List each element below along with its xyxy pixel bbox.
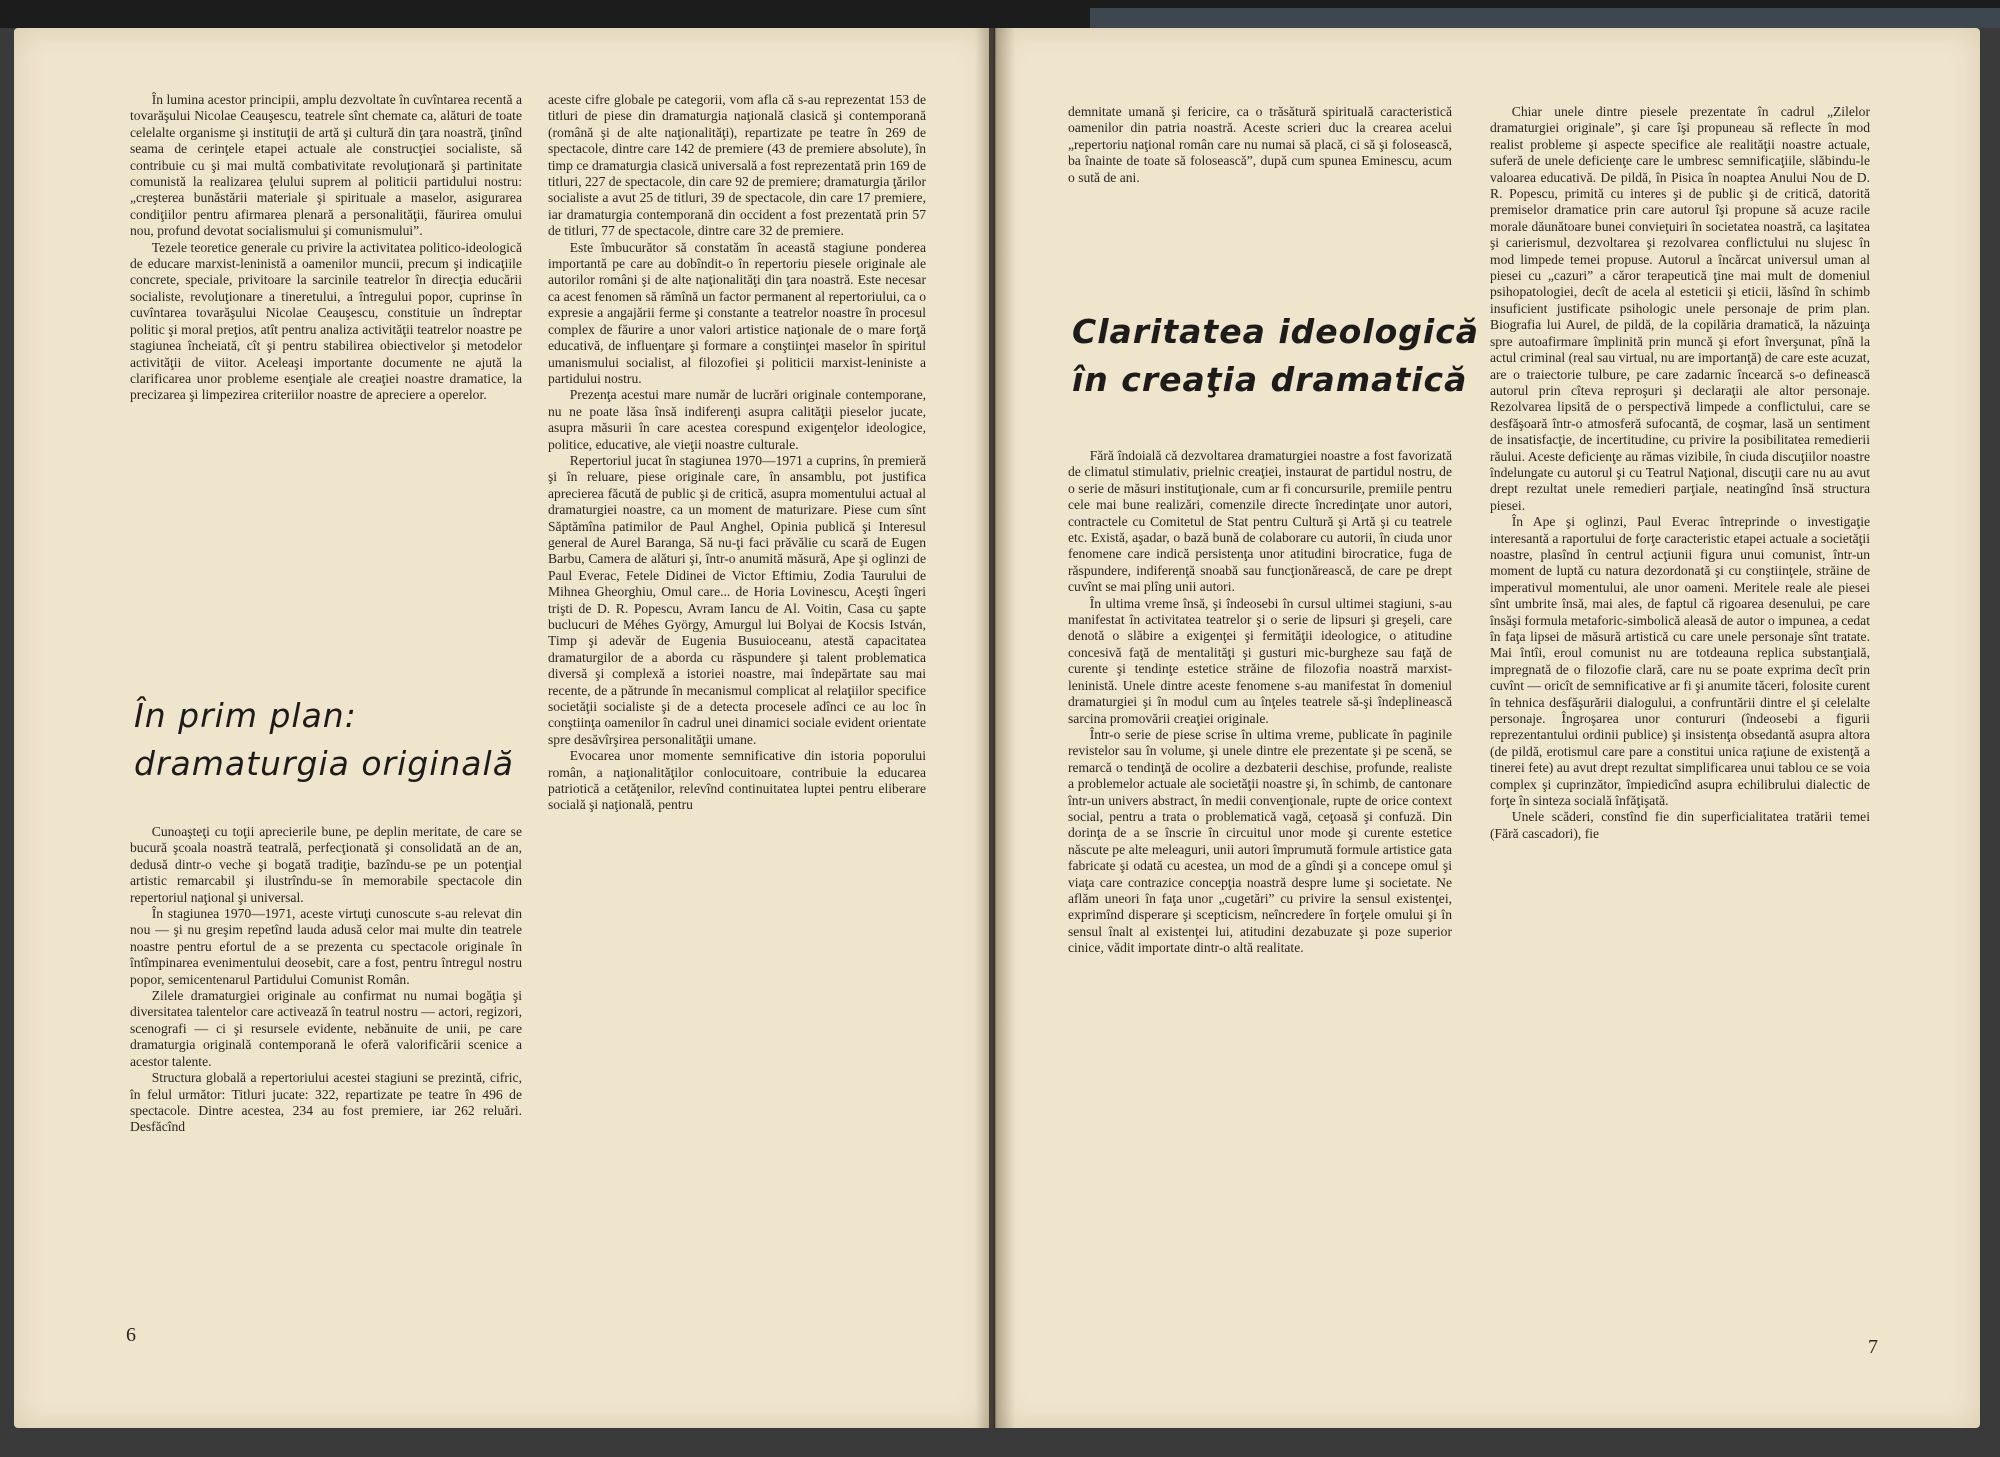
book-gutter: [975, 28, 1015, 1428]
paragraph: Fără îndoială că dezvoltarea dramaturgiei noastre a fost favorizată de climatul stimulativ, prielnic creaţiei, instaurat de partidul nostru, de o serie de măsuri instituţionale, cum ar fi concursurile, premiile pentru cele mai bune realizări, comenzile directe încredinţate unor autori, contractele cu Comitetul de Stat pentru Cultură şi Artă şi cu teatrele etc. Există, aşadar, o bază bună de colaborare cu autorii, în ciuda unor fenomene care indică persistenţa unor atitudini birocratice, fuga de răspundere, indiferenţă snoabă sau funcţionărească, de care pe drept cuvînt se mai plîng unii autori.: [1068, 448, 1452, 595]
paragraph: Zilele dramaturgiei originale au confirmat nu numai bogăţia şi diversitatea talentelor care activează în teatrul nostru — actori, regizori, scenografi — ci şi resursele evidente, nebănuite de unii, pe care dramaturgia originală contemporană le oferă valorificării scenice a acestor talente.: [130, 988, 522, 1069]
page-number-right: 7: [1868, 1336, 1878, 1358]
paragraph: aceste cifre globale pe categorii, vom afla că s-au reprezentat 153 de titluri de piese din dramaturgia naţională clasică şi contemporană (română şi de alte naţionalităţi), repartizate pe teatre în 269 de spectacole, dintre care 142 de premiere (43 de premiere absolute), în timp ce dramaturgia clasică universală a fost reprezentată prin 169 de titluri, 227 de spectacole, din care 92 de premiere; dramaturgia ţărilor socialiste a avut 25 de titluri, 39 de spectacole, din care 17 premiere, iar dramaturgia contemporană din occident a fost prezentată prin 57 de titluri, 77 de spectacole, dintre care 32 de premiere.: [548, 92, 926, 239]
left-column-2: [548, 92, 926, 814]
paragraph: În ultima vreme însă, şi îndeosebi în cursul ultimei stagiuni, s-au manifestat în activitatea teatrelor şi o serie de lipsuri şi greşeli, care denotă o slăbire a exigenţei şi fermităţii ideologice, o atitudine concesivă faţă de mentalităţi şi gusturi mic-burgheze sau faţă de curente şi tendinţe estetice străine de filozofia noastră marxist-leninistă. Unele dintre aceste fenomene s-au manifestat în domeniul dramaturgiei şi în modul cum au înţeles teatrele să-şi îndeplinească sarcina promovării creaţiei originale.: [1068, 595, 1452, 726]
paragraph: Tezele teoretice generale cu privire la activitatea politico-ideologică de educare marxist-leninistă a oamenilor muncii, precum şi indicaţiile concrete, speciale, privitoare la sarcinile teatrelor în direcţia educării socialiste, revoluţionare a tineretului, a întregului popor, cuprinse în cuvîntarea tovarăşului Nicolae Ceauşescu, constituie un îndreptar politic şi moral preţios, atît pentru analiza activităţii teatrelor noastre pe stagiunea încheiată, cît şi pentru stabilirea obiectivelor şi metodelor activităţii de viitor. Aceleaşi importante documente ne ajută la clarificarea unor probleme esenţiale ale creaţiei noastre dramatice, la precizarea şi limpezirea criteriilor noastre de apreciere a operelor.: [130, 239, 522, 403]
paragraph: Structura globală a repertoriului acestei stagiuni se prezintă, cifric, în felul următor: Titluri jucate: 322, repartizate pe teatre în 496 de spectacole. Dintre acestea, 234 au fost premiere, iar 262 reluări. Desfăcînd: [130, 1070, 522, 1135]
paragraph: În stagiunea 1970—1971, aceste virtuţi cunoscute s-au relevat din nou — şi nu greşim repetînd lauda adusă celor mai multe din teatrele noastre pentru efortul de a se prezenta cu spectacole originale în întîmpinarea evenimentului deosebit, care a fost, pentru întregul nostru popor, semicentenarul Partidului Comunist Român.: [130, 906, 522, 987]
paragraph: Într-o serie de piese scrise în ultima vreme, publicate în paginile revistelor sau în volume, şi unele dintre ele prezentate şi pe scenă, se remarcă o tendinţă de ocolire a dezbaterii deschise, profunde, realiste a problemelor actuale ale societăţii noastre şi, în schimb, de cantonare într-un univers abstract, în medii convenţionale, rupte de orice context social, pentru a trata o problematică vagă, ceţoasă şi confuză. Din dorinţa de a se înscrie în circuitul unor mode şi curente estetice născute pe alte meleaguri, unii autori împrumută formule artistice gata fabricate şi odată cu acestea, un mod de a gîndi şi a concepe omul şi viaţa care contrazice concepţia noastră despre lume şi societate. Ne aflăm uneori în faţa unor „cugetări” cu privire la sensul existenţei, exprimînd disperare şi scepticism, neîncredere în forţele omului şi în sensul înalt al existenţei lui, atitudini dezabuzate şi poze superior cinice, vădit importate dintr-o altă realitate.: [1068, 726, 1452, 956]
section-heading-1: [134, 692, 534, 788]
right-column-1-bottom: [1068, 448, 1452, 957]
page-number-left: 6: [126, 1324, 136, 1346]
paragraph: Este îmbucurător să constatăm în această stagiune ponderea importantă pe care au dobîndit-o în repertoriu piesele originale ale autorilor români şi de alte naţionalităţi din ţara noastră. Este necesar ca acest fenomen să rămînă un factor permanent al repertoriului, ca o expresie a angajării ferme şi constante a teatrelor noastre în procesul complex de făurire a unor valori artistice naţionale de o mare forţă educativă, de influenţare şi formare a conştiinţei maselor în spiritul umanismului socialist, al filozofiei şi politicii marxist-leniniste a partidului nostru.: [548, 239, 926, 386]
left-column-1-top: [130, 92, 522, 404]
heading-line: Claritatea ideologică: [1072, 312, 1480, 351]
paragraph: Unele scăderi, constînd fie din superficialitatea tratării temei (Fără cascadori), fie: [1490, 809, 1870, 841]
paragraph: În Ape şi oglinzi, Paul Everac întreprinde o investigaţie interesantă a raportului de forţe caracteristic etapei actuale a societăţii noastre, plasînd în centrul acţiunii figura unui comunist, într-un moment de luptă cu natura dezordonată şi cu conştiinţele, străine de imperativul momentului, ale unor oameni. Meritele reale ale piesei sînt umbrite însă, mai ales, de faptul că rigoarea desenului, pe care însăşi formula metaforic-simbolică aleasă de autor o impunea, a cedat în faţa lipsei de măsură artistică cu care unele personaje sînt tratate. Mai întîi, eroul comunist nu are totdeauna replica substanţială, impregnată de o filozofie clară, care nu se poate exprima decît prin cuvînt — oricît de semnificative ar fi şi anumite tăceri, folosite curent în tehnica desfăşurării dialogului, a confruntării dintre el şi celelalte personaje. Îngroşarea unor contururi (îndeosebi a figurii reprezentantului ordinii publice) şi insistenţa obsedantă asupra altora (de pildă, erotismul care pare a constitui unica raţiune de existenţă a tinerei fete) au avut drept rezultat simplificarea unui tablou ce se voia complex şi cuprinzător, împiedicînd asupra echilibrului dialectic de forţe în sinteza socială înfăţişată.: [1490, 514, 1870, 809]
right-column-1-top: [1068, 104, 1452, 186]
section-heading-2: [1072, 308, 1492, 404]
heading-line: dramaturgia originală: [134, 743, 514, 783]
heading-line: În prim plan:: [134, 696, 357, 735]
right-column-2: [1490, 104, 1870, 842]
paragraph: Chiar unele dintre piesele prezentate în cadrul „Zilelor dramaturgiei originale”, şi care îşi propuneau să reflecte în mod realist probleme şi aspecte specifice ale realităţii noastre actuale, suferă de unele deficienţe care le umbresc semnificaţiile, slăbindu-le valoarea educativă. De pildă, în Pisica în noaptea Anului Nou de D. R. Popescu, primită cu interes şi de public şi de critică, datorită premiselor dramatice prin care autorul îşi propune să acuze racile morale dăunătoare bunei convieţuiri în societatea noastră, ca laşitatea şi carierismul, dezvoltarea şi rezolvarea conflictului nu slujesc în mod limpede temei propuse. Autorul a încărcat universul uman al piesei cu „cazuri” a căror terapeutică ţine mai mult de domeniul psihopatologiei, decît de acela al esteticii şi eticii, lăsînd în schimb insuficient justificate psihologic unele personaje de prim plan. Biografia lui Aurel, de pildă, de la copilăria dramatică, la năzuinţa spre autoafirmare împlinită prin muncă şi efort înverşunat, pînă la actul criminal (real sau virtual, nu are importanţă) de care este acuzat, are o traiectorie tulbure, pe care zadarnic încearcă s-o definească autorul prin cîteva reproşuri şi declaraţii ale altor personaje. Rezolvarea lipsită de o perspectivă limpede a conflictului, care se desfăşoară într-o atmosferă sufocantă, de coşmar, lasă un sentiment de insatisfacţie, de incertitudine, cu privire la posibilitatea remedierii răului. Aceste deficienţe au rămas vizibile, în ciuda discuţiilor noastre îndelungate cu autorul şi cu Teatrul Naţional, discuţii care nu au avut drept rezultat unele remedieri parţiale, neatingînd însă structura piesei.: [1490, 104, 1870, 513]
left-column-1-bottom: [130, 824, 522, 1136]
paragraph: Repertoriul jucat în stagiunea 1970—1971 a cuprins, în premieră şi în reluare, piese originale care, în ansamblu, pot justifica aprecierea făcută de public şi de critică, asupra momentului actual al dramaturgiei noastre, ca un moment de maturizare. Piese cum sînt Săptămîna patimilor de Paul Anghel, Opinia publică şi Interesul general de Aurel Baranga, Să nu-ţi faci prăvălie cu scară de Eugen Barbu, Camera de alături şi, într-o anumită măsură, Ape şi oglinzi de Paul Everac, Fetele Didinei de Victor Eftimiu, Zodia Taurului de Mihnea Gheorghiu, Omul care... de Horia Lovinescu, Aceşti îngeri trişti de D. R. Popescu, Avram Iancu de Al. Voitin, Casa cu şapte buclucuri de Méhes György, Amurgul lui Bolyai de Kocsis István, Timp şi adevăr de Eugenia Busuioceanu, atestă capacitatea dramaturgilor de a aborda cu răspundere şi talent problematica diversă şi complexă a istoriei noastre, mai îndepărtate sau mai recente, de a pătrunde în mecanismul complicat al relaţiilor specifice societăţii socialiste şi de a detecta procesele adînci ce au loc în conştiinţa oamenilor în cadrul unei dinamici sociale evident orientate spre desăvîrşirea personalităţii umane.: [548, 452, 926, 747]
paragraph: Prezenţa acestui mare număr de lucrări originale contemporane, nu ne poate lăsa însă indiferenţi asupra calităţii pieselor jucate, asupra măsurii în care acestea corespund exigenţelor ideologice, politice, educative, ale vieţii noastre culturale.: [548, 387, 926, 452]
paragraph: Cunoaşteţi cu toţii aprecierile bune, pe deplin meritate, de care se bucură şcoala noastră teatrală, perfecţionată şi consolidată an de an, dedusă dintr-o veche şi bogată tradiţie, bazîndu-se pe un potenţial artistic remarcabil şi ilustrîndu-se în memorabile spectacole din repertoriul naţional şi universal.: [130, 824, 522, 905]
heading-line: în creaţia dramatică: [1072, 359, 1468, 399]
paragraph: Evocarea unor momente semnificative din istoria poporului român, a naţionalităţilor conlocuitoare, contribuie la educarea patriotică a cetăţenilor, relevînd continuitatea luptei pentru eliberare socială şi naţională, pentru: [548, 748, 926, 813]
paragraph: În lumina acestor principii, amplu dezvoltate în cuvîntarea recentă a tovarăşului Nicolae Ceauşescu, teatrele sînt chemate ca, alături de toate celelalte organisme şi instituţii de artă şi cultură din ţara noastră, ţinînd seama de cerinţele etapei actuale ale construcţiei socialiste, să contribuie cu şi mai multă combativitate revoluţionară şi partinitate comunistă la realizarea ţelului suprem al politicii partidului nostru: „creşterea bunăstării materiale şi spirituale a maselor, asigurarea condiţiilor pentru afirmarea plenară a personalităţii, făurirea omului nou, profund devotat socialismului şi comunismului”.: [130, 92, 522, 239]
cover-edge: [1090, 8, 2000, 28]
paragraph: demnitate umană şi fericire, ca o trăsătură spirituală caracteristică oamenilor din patria noastră. Aceste scrieri duc la crearea acelui „repertoriu naţional român care nu numai să placă, ci să şi folosească, ba înainte de toate să folosească”, după cum spunea Eminescu, acum o sută de ani.: [1068, 104, 1452, 185]
